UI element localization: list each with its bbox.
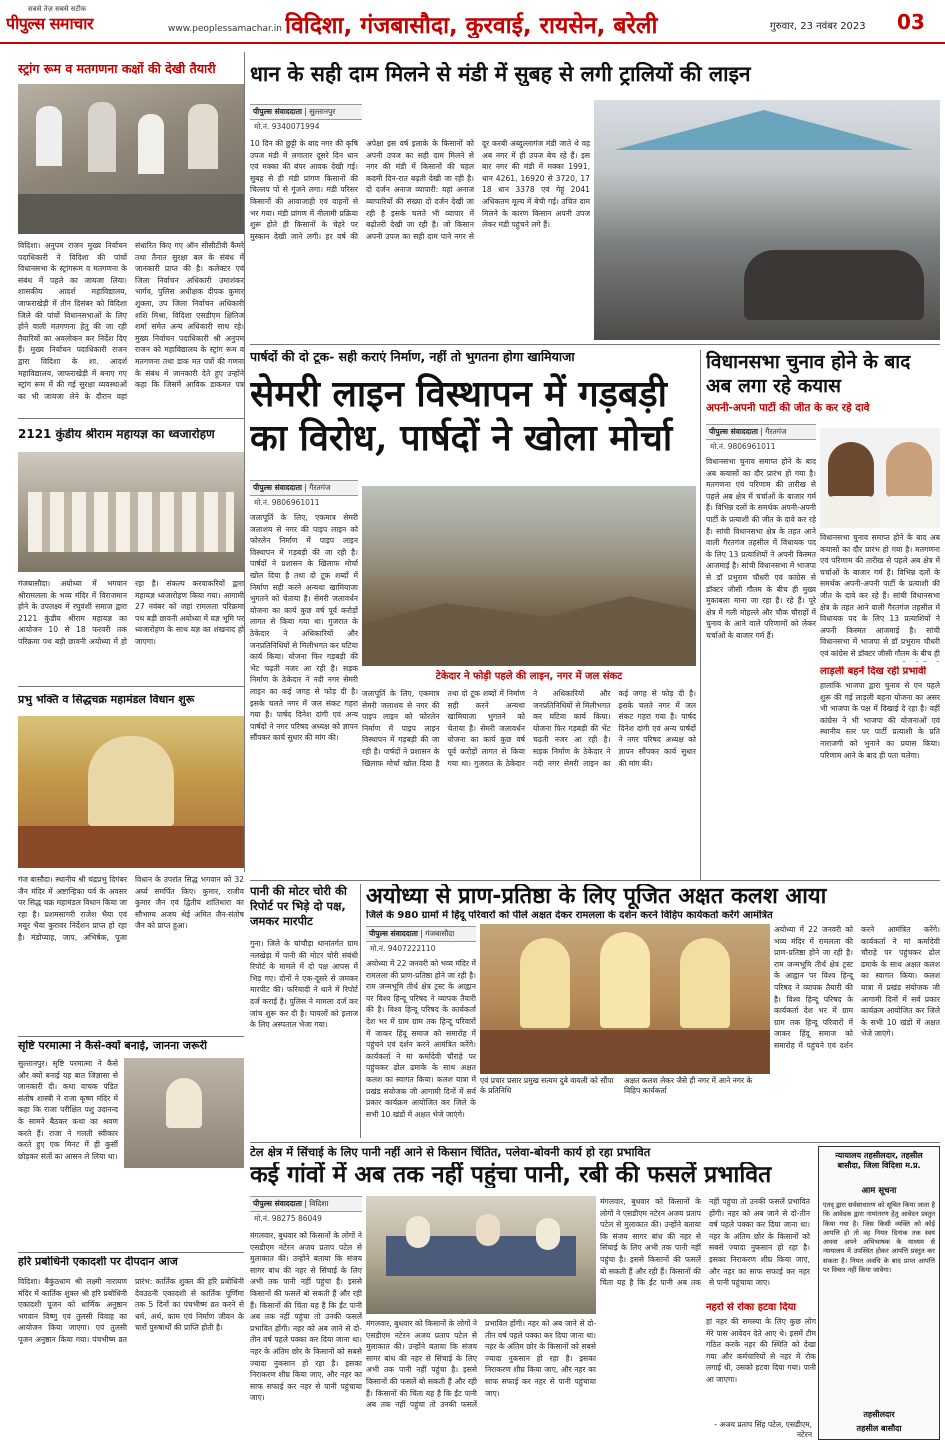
story-body: विदिशा। अनुपम राजन मुख्य निर्वाचन पदाधिकारी ने विदिशा की पांचों विधानसभा के स्ट्रांगरूम व मतगणना के संबंध में पहले का जायजा लिया। शासकीय आदर्श महाविद्यालय, जाफराखेड़ी में तीन दिसंबर को विदिशा जिले की पांचों विधानसभाओं के लिए होने वाली मतगणना हेतु की जा रही तैयारियों का अवलोकन कर निर्देश दिए हैं। मुख्य निर्वाचन पदाधिकारी राजन द्वारा विदिशा के शा. आदर्श महाविद्यालय, जाफराखेड़ी में बनाए गए स्ट्रांग रूम में की गई सुरक्षा व्यवस्थाओं का भी जायजा लेने के दौरान वहां संधारित किए गए ऑन सीसीटीवी कैमरे तथा तैनात सुरक्षा बल के संबंध में जानकारी प्राप्त की है। कलेक्टर एवं जिला निर्वाचन अधिकारी उमाशंकर भार्गव, पुलिस अधीक्षक दीपक कुमार शुक्ला, उप जिला निर्वाचन अधिकारी शशि मिश्रा, विदिशा एसडीएम क्षितिज शर्मा समेत अन्य अधिकारी साथ रहे। मुख्य निर्वाचन पदाधिकारी श्री अनुपम राजन को महाविद्यालय के स्ट्रांग रूम व मतगणना तथा डाक मत पत्रों की गणना के संबंध में जानकारी देते हुए उन्होंने कहा कि जिसमें आविक डाकमत पत्र bbox=[18, 241, 244, 401]
councillor-headline: सेमरी लाइन विस्थापन में गड़बड़ी का विरोध, पार्षदों ने खोला मोर्चा bbox=[250, 373, 673, 459]
byline: पीपुल्स संवाददाता | गंजबासौदा bbox=[366, 926, 476, 942]
councillor-body-continued: जलापूर्ति के लिए, एकमात्र सेमरी जलाशय से नगर की पाइप लाइन को फोरलेन निर्माण में पाइप लाइन विस्थापन में गड़बड़ी की जा रही है। पार्षदों ने प्रशासन के खिलाफ मोर्चा खोल दिया है तथा दो टूक शब्दों में निर्माण सही करने अन्यथा खामियाजा भुगतने को चेताया है। सेमरी जलावर्धन योजना का कार्य कुछ वर्ष पूर्व करोड़ों लागत से किया गया था। गुजरात के ठेकेदार ने अधिकारियों और जनप्रतिनिधियों से मिलीभगत कर घटिया कार्य किया। योजना फिर गड़बड़ी की भेंट चढ़ती नजर आ रही है। सड़क निर्माण के ठेकेदार ने नदी नगर सेमरी लाइन का कई जगह से फोड़ दी है। इसके चलते नगर में जल संकट गहरा गया है। पार्षद दिनेश दांगी एवं अन्य पार्षदों ने नगर परिषद अध्यक्ष को ज्ञापन सौंपकर कार्य सुधार की मांग की। bbox=[362, 689, 696, 768]
reporter-phone: मो.नं. 9806961011 bbox=[710, 442, 776, 451]
divider bbox=[250, 344, 940, 345]
reporter-phone: मो.नं. 9407222110 bbox=[370, 944, 436, 953]
byline-name: पीपुल्स संवाददाता bbox=[709, 427, 758, 436]
notice-title: न्यायालय तहसीलदार, तहसील बासौदा, जिला विदिशा म.प्र. bbox=[835, 1151, 923, 1170]
story-body: गंज बासौदा। स्थानीय श्री चंद्रप्रभु दिगंबर जैन मंदिर में अष्टान्हिका पर्व के अवसर पर सिद्ध चक्र महामंडल विधान किया जा रहा है। प्रशमसागरी राजेश भैया एवं मयूर भैया कुरावर निर्देशन प्राप्त हो रहा है। मंडोप्याह, जाप, अभिषेक, पूजा विधान के उपरांत सिद्ध भगवान को 32 अर्घ्य समर्पित किए। कुमार, राजीव कुमार जैन एवं द्वितीय शांतिधारा का सौभाग्य अजय श्रेई अमित जैन-संतोष जैन को प्राप्त हुआ। bbox=[18, 875, 244, 942]
akshat-subhead: जिले के 980 ग्रामों में हिंदू परिवारों को पीले अक्षत देकर रामलला के दर्शन करने विहिप कार्यकर्ता करेंगे आमंत्रित bbox=[366, 910, 773, 921]
divider bbox=[18, 1252, 244, 1253]
photo-caption: अक्षत कलश लेकर जैसे ही नगर में आने नगर के विहिप कार्यकर्ता bbox=[624, 1076, 753, 1095]
story-headline: स्ट्रांग रूम व मतगणना कक्षों की देखी तैयारी bbox=[18, 62, 216, 76]
story-headline: हरि प्रबोधिनी एकादशी पर दीपदान आज bbox=[18, 1256, 178, 1268]
page-number: 03 bbox=[897, 10, 925, 34]
divider bbox=[250, 880, 940, 881]
photo-vidhan-ceremony bbox=[18, 716, 244, 868]
divider bbox=[18, 418, 244, 419]
story-body: विदिशा। बैकुंठधाम श्री लक्ष्मी नारायण मंदिर में कार्तिक शुक्ल श्री हरि प्रबोधिनी एकादशी पूजन को धार्मिक अनुष्ठान भगवान विष्णु एवं तुलसी विवाह का आयोजन किया जाएगा। एवं तुलसी पूजन अनुष्ठान किया गया। पंचभीष्म व्रत प्रारंभ: कार्तिक शुक्ल की हरि प्रबोधिनी देवउठनी एकादशी से कार्तिक पूर्णिमा तक 5 दिनों का पंचभीष्म व्रत करने से धर्म, अर्थ, काम एवं निर्माण जीवन के चारों पुरुषार्थों की प्राप्ति होती है। bbox=[18, 1277, 244, 1344]
photo-katha bbox=[124, 1058, 244, 1168]
story-headline: प्रभु भक्ति व सिद्धचक्र महामंडल विधान शुरू bbox=[18, 694, 195, 706]
reporter-phone: मो.नं. 98275 86049 bbox=[254, 1214, 322, 1223]
akshat-body: अयोध्या में 22 जनवरी को भव्य मंदिर में रामलला की प्राण-प्रतिष्ठा होने जा रही है। राम जन्मभूमि तीर्थ क्षेत्र ट्रस्ट के आह्वान पर विश्व हिन्दू परिषद ने व्यापक तैयारी की है। विश्व हिन्दू परिषद के कार्यकर्ता देश भर में ग्राम ग्राम तक हिन्दू परिवारों में जाकर हिंदू समाज को समारोह में पहुंचने एवं दर्शन करने आमंत्रित करेंगे। कार्यकर्ता ने मां कर्मादेवी चौराहे पर पहुंचकर ढोल ढमाके के साथ अक्षत कलश का स्वागत किया। कलश यात्रा में प्रखंड संयोजक जी आगामी दिनों में सर्व प्रकार कार्यक्रम आयोजित कर जिले के सभी 10 खंडों में अक्षत भेजे जाएंगे। bbox=[366, 959, 476, 1119]
byline: पीपुल्स संवाददाता | सुल्तानपुर bbox=[250, 104, 362, 120]
election-body-continued: विधानसभा चुनाव समाप्त होने के बाद अब कयासों का दौर प्रारंभ हो गया है। मतगणना एवं परिणाम की तारीख से पहले अब क्षेत्र में चर्चाओं के बाजार गर्म हैं। विभिन्न दलों के समर्थक अपनी-अपनी पार्टी के प्रत्याशी की जीत के दावे कर रहे हैं। सांची विधानसभा क्षेत्र के तहत आने वाली गैरतगंज तहसील में विधायक पद के लिए 13 प्रत्याशियों ने अपनी किस्मत आजमाई है। सांची विधानसभा में भाजपा से डॉ प्रभुराम चौधरी एवं कांग्रेस से डॉक्टर जीसी गौतम के बीच ही bbox=[820, 533, 940, 658]
top-story-headline: धान के सही दाम मिलने से मंडी में सुबह से लगी ट्रालियों की लाइन bbox=[250, 62, 751, 86]
photo-caption: एवं प्रचार प्रसार प्रमुख सत्यम दुबे वायली को सौंपा के प्रतिनिधि bbox=[480, 1076, 614, 1095]
akshat-headline: अयोध्या से प्राण-प्रतिष्ठा के लिए पूजित अक्षत कलश आया bbox=[366, 884, 827, 909]
column-divider bbox=[360, 884, 361, 1138]
story-headline: पानी की मोटर चोरी की रिपोर्ट पर भिड़े दो पक्ष, जमकर मारपीट bbox=[250, 884, 347, 928]
story-headline: सृष्टि परमात्मा ने कैसे-क्यों बनाई, जानना जरूरी bbox=[18, 1040, 207, 1052]
website-url[interactable]: www.peoplessamachar.in bbox=[168, 24, 282, 34]
photo-caption: टेकेदार ने फोड़ी पहले की लाइन, नगर में जल संकट bbox=[362, 668, 696, 684]
divider bbox=[18, 686, 244, 687]
irrigation-headline: कई गांवों में अब तक नहीं पहुंचा पानी, रबी की फसलें प्रभावित bbox=[250, 1162, 772, 1188]
story-kicker: टेल क्षेत्र में सिंचाई के लिए पानी नहीं आने से किसान चिंतित, पलेवा-बोवनी कार्य हो रहा प्रभावित bbox=[250, 1146, 651, 1159]
akshat-body-continued: अयोध्या में 22 जनवरी को भव्य मंदिर में रामलला की प्राण-प्रतिष्ठा होने जा रही है। राम जन्मभूमि तीर्थ क्षेत्र ट्रस्ट के आह्वान पर विश्व हिन्दू परिषद ने व्यापक तैयारी की है। विश्व हिन्दू परिषद के कार्यकर्ता देश भर में ग्राम ग्राम तक हिन्दू परिवारों में जाकर हिंदू समाज को समारोह में पहुंचने एवं दर्शन करने आमंत्रित करेंगे। कार्यकर्ता ने मां कर्मादेवी चौराहे पर पहुंचकर ढोल ढमाके के साथ अक्षत कलश का स्वागत किया। कलश यात्रा में प्रखंड संयोजक जी आगामी दिनों में सर्व प्रकार कार्यक्रम आयोजित कर जिले के सभी 10 खंडों में अक्षत भेजे जाएंगे। bbox=[774, 925, 940, 1050]
byline-place: विदिशा bbox=[309, 1199, 329, 1208]
story-body: सुल्तानपुर। सृष्टि परमात्मा ने कैसे और क्यों बनाई यह बात जिज्ञासा से जानकारी दी। कथा वाचक पंडित संतोष शास्त्री ने राजा कृष्ण मंदिर में कहा कि राजा परीक्षित पशु उदानन्द के सामने बैठकर कथा का श्रवण करते हैं। राजा ने गलती स्वीकार करते हुए एक मिनट में ही कुर्सी छोड़कर संतों का आसन ले लिया था। bbox=[18, 1059, 118, 1161]
councillor-body: जलापूर्ति के लिए, एकमात्र सेमरी जलाशय से नगर की पाइप लाइन को फोरलेन निर्माण में पाइप लाइन विस्थापन में गड़बड़ी की जा रही है। पार्षदों ने प्रशासन के खिलाफ मोर्चा खोल दिया है तथा दो टूक शब्दों में निर्माण सही करने अन्यथा खामियाजा भुगतने को चेताया है। सेमरी जलावर्धन योजना का कार्य कुछ वर्ष पूर्व करोड़ों लागत से किया गया था। गुजरात के ठेकेदार ने अधिकारियों और जनप्रतिनिधियों से मिलीभगत कर घटिया कार्य किया। योजना फिर गड़बड़ी की भेंट चढ़ती नजर आ रही है। सड़क निर्माण के ठेकेदार ने नदी नगर सेमरी लाइन का कई जगह से फोड़ दी है। इसके चलते नगर में जल संकट गहरा गया है। पार्षद दिनेश दांगी एवं अन्य पार्षदों ने नगर परिषद अध्यक्ष को ज्ञापन सौंपकर कार्य सुधार की मांग की। bbox=[250, 513, 358, 743]
divider bbox=[250, 1142, 940, 1143]
photo-pipeline-digging bbox=[362, 486, 696, 666]
top-story-body: 10 दिन की छुट्टी के बाद नगर की कृषि उपज मंडी में लगातार दूसरे दिन धान एवं मक्का की बंपर आवक देखी गई। सुबह से ही मंडी प्रांगण किसानों की चिल्लप पों से गूंजने लगा। मंडी परिसर किसानों की आवाजाही एवं वाहनों से भर गया। मंडी प्रांगण में नीलामी प्रक्रिया शुरू होते ही किसानों के चेहरे पर मुस्कान देखी जाने लगी। हर वर्ष की अपेक्षा इस वर्ष इलाके के किसानों को अपनी उपज का सही दाम मिलने से नगर की मंडी में किसानों की चहल कदमी दिन-रात बढ़ती देखी जा रही है। दो दर्जन अनाज व्यापारी: यहां अनाज व्यापारियों की संख्या दो दर्जन देखी जा रही है इसके चलते भी व्यापार में बढ़ोतरी देखी जा रही है। जो किसान अपनी उपज का सही दाम पाने नगर से दूर करबी अब्दुल्लागंज मंडी जाते थे वह अब नगर में ही उपज बेच रहे हैं। इस बार नगर की मंडी में मक्का 1991, धान 4261, 16920 से 3720, 17 18 धान 3378 एवं गेहूं 2041 अधिकतम मूल्य में बेची गई। उचित दाम मिलने के कारण किसान अपनी उपज लेकर मंडी पहुंचने लगे हैं। bbox=[250, 139, 590, 241]
box-body: हां नहर की समस्या के लिए कुछ लोग मेरे पास आवेदन देते आए थे। इसमें टीम गठित करके नहर की स्थिति को देखा गया और कर्मचारियों से नहर में रोक लगाई थी, उसको हटवा दिया गया। पानी आ जाएगा। bbox=[706, 1316, 816, 1416]
irrigation-body: मंगलवार, बुधवार को किसानों के लोगों ने एसडीएम नटेरन अजय प्रताप पटेल से मुलाकात की। उन्होंने बताया कि संजय सागर बांध की नहर से सिंचाई के लिए अभी तक पानी नहीं पहुंचा है। इससे किसानों की फसलें बो सकती हैं और रही हैं। किसानों की चिंता यह है कि ईंट पानी अब तक नहीं पहुंचा तो उनकी फसलें प्रभावित होंगी। नहर को अब जाने से दो-तीन वर्ष पहले पक्का कर दिया जाना था। नहर के अंतिम छोर के किसानों को सबसे ज्यादा नुकसान हो रहा है। इसका निराकरण शीघ्र किया जाए, और नहर का साफ सफाई कर नहर से पानी पहुंचाया जाए। bbox=[250, 1231, 362, 1403]
masthead bbox=[0, 0, 945, 44]
byline-place: सुल्तानपुर bbox=[309, 107, 336, 116]
notice-office: तहसील बासौदा bbox=[856, 1424, 902, 1433]
story-headline: 2121 कुंडीय श्रीराम महायज्ञ का ध्वजारोहण bbox=[18, 428, 215, 441]
byline-place: गैरतगंज bbox=[309, 483, 331, 492]
irrigation-body-continued: मंगलवार, बुधवार को किसानों के लोगों ने एसडीएम नटेरन अजय प्रताप पटेल से मुलाकात की। उन्होंने बताया कि संजय सागर बांध की नहर से सिंचाई के लिए अभी तक पानी नहीं पहुंचा है। इससे किसानों की फसलें बो सकती हैं और रही हैं। किसानों की चिंता यह है कि ईंट पानी अब तक नहीं पहुंचा तो उनकी फसलें प्रभावित होंगी। नहर को अब जाने से दो-तीन वर्ष पहले पक्का कर दिया जाना था। नहर के अंतिम छोर के किसानों को सबसे ज्यादा नुकसान हो रहा है। इसका निराकरण शीघ्र किया जाए, और नहर का साफ सफाई कर नहर से पानी पहुंचाया जाए। bbox=[600, 1197, 810, 1288]
photo-ram-idols bbox=[480, 924, 770, 1074]
notice-signatory: तहसीलदार bbox=[863, 1410, 895, 1419]
photo-yagya-flag bbox=[18, 452, 244, 572]
column-divider bbox=[700, 350, 701, 880]
edition-title: विदिशा, गंजबासौदा, कुरवाई, रायसेन, बरेली bbox=[285, 13, 658, 38]
photo-candidates bbox=[820, 428, 940, 528]
notice-subtitle: आम सूचना bbox=[861, 1186, 897, 1196]
box-body: हालांकि भाजपा द्वारा चुनाव से एन पहले शुरू की गई लाड़ली बहना योजना का असर भी भाजपा के पक्ष में दिखाई दे रहा है। वहीं कांग्रेस ने भी भाजपा की योजनाओं एवं स्थानीय स्तर पर पार्टी प्रत्याशी के प्रति नाराजगी को भुनाने का प्रयास किया। परिणाम आने के बाद ही पता चलेगा। bbox=[820, 681, 940, 760]
signoff: - अजय प्रताप सिंह पटेल, एसडीएम, नटेरन bbox=[714, 1420, 812, 1439]
box-headline: लाड़ली बहनें दिख रही प्रभावी bbox=[820, 666, 927, 677]
byline: पीपुल्स संवाददाता | विदिशा bbox=[250, 1196, 362, 1212]
election-subhead: अपनी-अपनी पार्टी की जीत के कर रहे दावे bbox=[706, 402, 870, 414]
byline-name: पीपुल्स संवाददाता bbox=[253, 1199, 302, 1208]
story-body: गंजबासौदा। अयोध्या में भगवान श्रीरामलला के भव्य मंदिर में विराजमान होने के उपलक्ष्य में रघुवंशी समाज द्वारा 2121 कुंडीय श्रीराम महायज्ञ का आयोजन 10 से 18 फरवरी तक परिक्रमा पथ बड़ी छावनी अयोध्या में हो रहा है। संकल्प करवाकरियों द्वारा महायज्ञ ध्वजारोहण किया गया। आगामी 27 नवंबर को जहां रामलला परिक्रमा पथ बड़ी छावनी अयोध्या में यज्ञ भूमि पर ध्वजारोहण के साथ यज्ञ का शंखनाद हो जाएगा। bbox=[18, 579, 244, 646]
photo-farmers-meeting bbox=[366, 1196, 596, 1314]
issue-date: गुरुवार, 23 नवंबर 2023 bbox=[770, 21, 866, 32]
newspaper-logo bbox=[6, 4, 166, 40]
divider bbox=[18, 1036, 244, 1037]
notice-body: एतद् द्वारा सर्वसाधारण को सूचित किया जाता है कि आवेदक द्वारा नामांतरण हेतु आवेदन प्रस्तुत किया गया है। जिस किसी व्यक्ति को कोई आपत्ति हो तो वह नियत दिनांक तक स्वयं अथवा अपने अभिभाषक के माध्यम से न्यायालय में उपस्थित होकर आपत्ति प्रस्तुत कर सकता है। नियत अवधि के बाद प्राप्त आपत्ति पर विचार नहीं किया जावेगा। bbox=[823, 1201, 935, 1275]
election-body: विधानसभा चुनाव समाप्त होने के बाद अब कयासों का दौर प्रारंभ हो गया है। मतगणना एवं परिणाम की तारीख से पहले अब क्षेत्र में चर्चाओं के बाजार गर्म हैं। विभिन्न दलों के समर्थक अपनी-अपनी पार्टी के प्रत्याशी की जीत के दावे कर रहे हैं। सांची विधानसभा क्षेत्र के तहत आने वाली गैरतगंज तहसील में विधायक पद के लिए 13 प्रत्याशियों ने अपनी किस्मत आजमाई है। सांची विधानसभा में भाजपा से डॉ प्रभुराम चौधरी एवं कांग्रेस से डॉक्टर जीसी गौतम के बीच ही मुख्य मुकाबला माना जा रहा है। रहे हैं। पूरे क्षेत्र में गली मोहल्ले और चौक चौराहों में चुनाव के आने वाले परिणामों को लेकर चर्चाओं के बाजार गर्म हैं। bbox=[706, 457, 816, 640]
story-body: गुना। जिले के चांचौड़ा थानांतर्गत ग्राम नलखेड़ा में पानी की मोटर चोरी संबंधी रिपोर्ट के मामले में दो पक्ष आपस में भिड़ गए। दोनों ने एक-दूसरे से जमकर मारपीट की। फरियादी ने थाने में रिपोर्ट दर्ज कराई है। पुलिस ने मामला दर्ज कर जांच शुरू कर दी है। घायलों को इलाज के लिए अस्पताल भेजा गया। bbox=[250, 939, 358, 1030]
photo-mandi-trolleys bbox=[594, 100, 940, 340]
story-kicker: पार्षदों की दो टूक- सही कराएं निर्माण, नहीं तो भुगतना होगा खामियाजा bbox=[250, 350, 575, 364]
byline-name: पीपुल्स संवाददाता bbox=[253, 483, 302, 492]
reporter-phone: मो.नं. 9340071994 bbox=[254, 122, 320, 131]
byline: पीपुल्स संवाददाता | गैरतगंज bbox=[706, 424, 816, 440]
byline-name: पीपुल्स संवाददाता bbox=[369, 929, 418, 938]
logo-tagline: सबसे तेज़ सबसे सटीक bbox=[28, 5, 87, 13]
legal-notice bbox=[818, 1146, 940, 1440]
byline-place: गैरतगंज bbox=[765, 427, 787, 436]
box-headline: नहरों से रोका हटवा दिया bbox=[706, 1302, 816, 1314]
photo-strong-room bbox=[18, 84, 244, 234]
logo-name: पीपुल्स समाचार bbox=[6, 14, 93, 33]
byline: पीपुल्स संवाददाता | गैरतगंज bbox=[250, 480, 358, 496]
byline-place: गंजबासौदा bbox=[425, 929, 455, 938]
reporter-phone: मो.नं. 9806961011 bbox=[254, 498, 320, 507]
column-divider bbox=[244, 52, 245, 872]
irrigation-body-continued: मंगलवार, बुधवार को किसानों के लोगों ने एसडीएम नटेरन अजय प्रताप पटेल से मुलाकात की। उन्होंने बताया कि संजय सागर बांध की नहर से सिंचाई के लिए अभी तक पानी नहीं पहुंचा है। इससे किसानों की फसलें बो सकती हैं और रही हैं। किसानों की चिंता यह है कि ईंट पानी अब तक नहीं पहुंचा तो उनकी फसलें प्रभावित होंगी। नहर को अब जाने से दो-तीन वर्ष पहले पक्का कर दिया जाना था। नहर के अंतिम छोर के किसानों को सबसे ज्यादा नुकसान हो रहा है। इसका निराकरण शीघ्र किया जाए, और नहर का साफ सफाई कर नहर से पानी पहुंचाया जाए। bbox=[366, 1319, 596, 1410]
byline-name: पीपुल्स संवाददाता bbox=[253, 107, 302, 116]
election-headline: विधानसभा चुनाव होने के बाद अब लगा रहे कयास bbox=[706, 351, 911, 397]
